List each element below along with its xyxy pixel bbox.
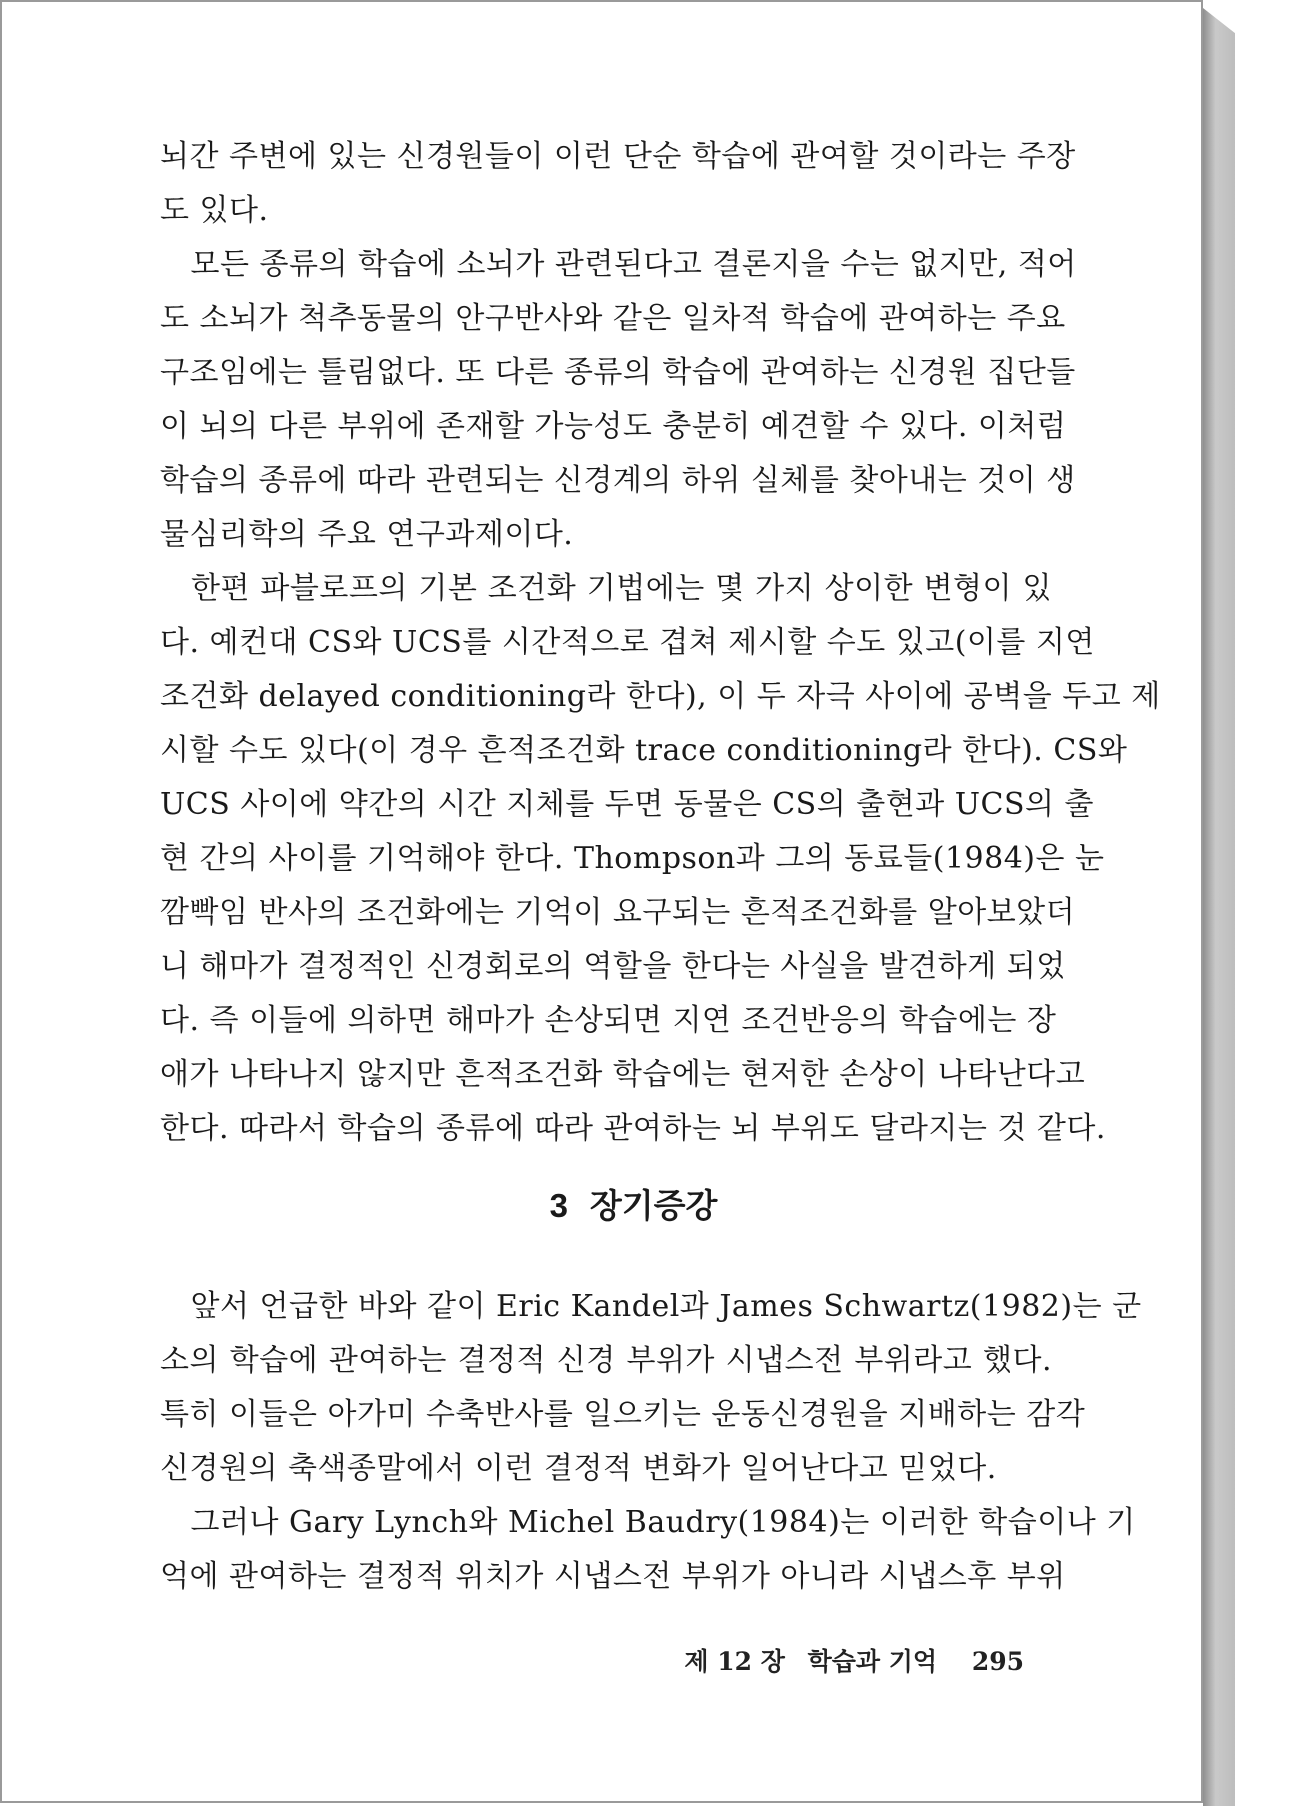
section-body	[160, 1280, 1142, 1604]
text-line: 모든 종류의 학습에 소뇌가 관련된다고 결론지을 수는 없지만, 적어	[160, 247, 1077, 282]
text-line: 뇌간 주변에 있는 신경원들이 이런 단순 학습에 관여할 것이라는 주장	[160, 139, 1076, 174]
text-line: 억에 관여하는 결정적 위치가 시냅스전 부위가 아니라 시냅스후 부위	[160, 1559, 1066, 1594]
page-number: 295	[971, 1647, 1024, 1676]
text-line: 도 있다.	[160, 193, 269, 228]
section-paragraph-2	[160, 1496, 1136, 1604]
footer-chapter: 제 12 장	[684, 1647, 785, 1676]
text-line: 깜빡임 반사의 조건화에는 기억이 요구되는 흔적조건화를 알아보았더	[160, 895, 1076, 930]
page-edge-shadow	[1203, 8, 1235, 1806]
text-line: 신경원의 축색종말에서 이런 결정적 변화가 일어난다고 믿었다.	[160, 1451, 997, 1486]
section-paragraph-1	[160, 1280, 1142, 1496]
text-line: 니 해마가 결정적인 신경회로의 역할을 한다는 사실을 발견하게 되었	[160, 949, 1066, 984]
text-line: 특히 이들은 아가미 수축반사를 일으키는 운동신경원을 지배하는 감각	[160, 1397, 1086, 1432]
page-footer	[2, 1642, 1024, 1678]
text-line: 현 간의 사이를 기억해야 한다. Thompson과 그의 동료들(1984)은 눈	[160, 841, 1105, 876]
text-line: 한편 파블로프의 기본 조건화 기법에는 몇 가지 상이한 변형이 있	[160, 571, 1052, 606]
text-line: 다. 예컨대 CS와 UCS를 시간적으로 겹쳐 제시할 수도 있고(이를 지연	[160, 625, 1095, 660]
paragraph-3	[160, 562, 1161, 1156]
footer-chapter-title: 학습과 기억	[807, 1647, 938, 1676]
text-line: 시할 수도 있다(이 경우 흔적조건화 trace conditioning라 한다). CS와	[160, 733, 1128, 768]
paragraph-2	[160, 238, 1077, 562]
text-line: 도 소뇌가 척추동물의 안구반사와 같은 일차적 학습에 관여하는 주요	[160, 301, 1066, 336]
text-line: 앞서 언급한 바와 같이 Eric Kandel과 James Schwartz(1982)는 군	[160, 1289, 1142, 1324]
text-line: 다. 즉 이들에 의하면 해마가 손상되면 지연 조건반응의 학습에는 장	[160, 1003, 1057, 1038]
section-heading	[2, 1180, 1205, 1227]
paragraph-1	[160, 130, 1076, 238]
text-line: 한다. 따라서 학습의 종류에 따라 관여하는 뇌 부위도 달라지는 것 같다.	[160, 1111, 1106, 1146]
body-text-top	[160, 130, 1161, 1156]
text-line: 물심리학의 주요 연구과제이다.	[160, 517, 574, 552]
section-title: 장기증강	[589, 1186, 718, 1225]
text-line: UCS 사이에 약간의 시간 지체를 두면 동물은 CS의 출현과 UCS의 출	[160, 787, 1095, 822]
text-line: 조건화 delayed conditioning라 한다), 이 두 자극 사이에 공벽을 두고 제	[160, 679, 1161, 714]
text-line: 이 뇌의 다른 부위에 존재할 가능성도 충분히 예견할 수 있다. 이처럼	[160, 409, 1067, 444]
text-line: 애가 나타나지 않지만 흔적조건화 학습에는 현저한 손상이 나타난다고	[160, 1057, 1086, 1092]
text-line: 소의 학습에 관여하는 결정적 신경 부위가 시냅스전 부위라고 했다.	[160, 1343, 1052, 1378]
text-line: 구조임에는 틀림없다. 또 다른 종류의 학습에 관여하는 신경원 집단들	[160, 355, 1076, 390]
section-number: 3	[549, 1187, 568, 1224]
text-line: 그러나 Gary Lynch와 Michel Baudry(1984)는 이러한 학습이나 기	[160, 1505, 1136, 1540]
text-line: 학습의 종류에 따라 관련되는 신경계의 하위 실체를 찾아내는 것이 생	[160, 463, 1076, 498]
